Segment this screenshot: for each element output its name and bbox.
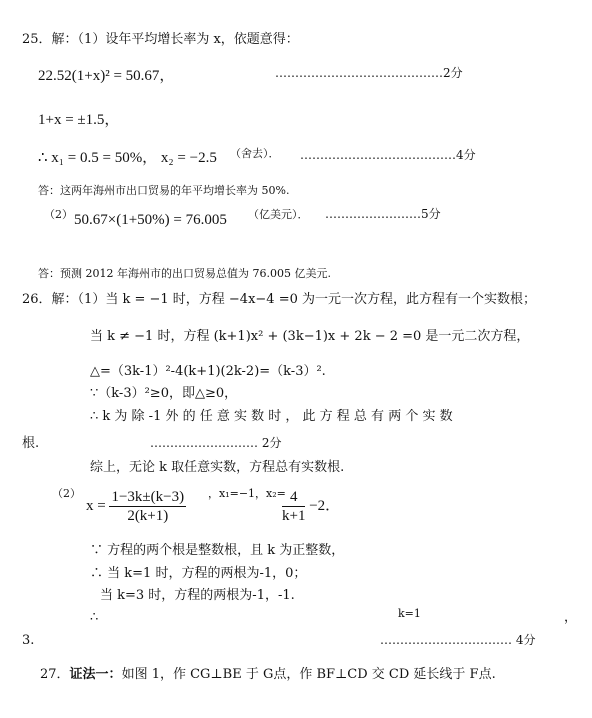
q26-part-2-label: （2）: [52, 487, 81, 500]
q26-heading: 26．解：（1）当 k = −1 时，方程 −4x−4 =0 为一元一次方程，此方程有一个实数根；: [22, 292, 536, 307]
root-2-tail: −2．: [309, 497, 341, 514]
q25-equation-4-note: （亿美元）．: [248, 208, 309, 221]
q25-equation-1: 22.52(1+x)² = 50.67，: [38, 68, 175, 84]
q26-line-7: 综上，无论 k 取任意实数，方程总有实数根.: [90, 460, 345, 475]
q25-equation-3: ∴ x₁ = 0.5 = 50%， x₂ = −2.5: [38, 150, 217, 166]
q27-label: 27．: [40, 667, 70, 682]
q26-line-12-comma: ，: [564, 610, 578, 625]
q25-equation-4: 50.67×(1+50%) = 76.005: [74, 212, 227, 228]
root-2-numerator: 4: [282, 488, 305, 507]
q26-line-6: 根.: [22, 436, 40, 451]
q26-line-9: ∵ 方程的两个根是整数根，且 k 为正整数，: [90, 543, 345, 558]
root-2-denominator: k+1: [282, 508, 306, 524]
root-fraction-denominator: 2(k+1): [127, 508, 169, 524]
root-fraction-numerator: 1−3k±(k−3): [111, 489, 185, 505]
q25-equation-2: 1+x = ±1.5，: [38, 112, 120, 128]
q25-equation-3-score: …………………………………4分: [300, 148, 476, 162]
q26-line-11: 当 k=3 时，方程的两根为-1，-1.: [100, 588, 295, 603]
q26-root-2: [282, 488, 340, 525]
q25-part-2-label: （2）: [44, 208, 73, 221]
x-equals: x =: [86, 497, 106, 514]
q25-heading: 25．解：（1）设年平均增长率为 x，依题意得：: [22, 32, 299, 47]
q26-root-formula: [86, 488, 186, 525]
q26-line-10: ∴ 当 k=1 时，方程的两根为-1，0；: [90, 566, 307, 581]
q26-roots-mid: ，x₁=−1，x₂=: [208, 487, 286, 500]
q26-line-12: ∴: [90, 610, 99, 625]
q25-equation-1-score: ……………………………………2分: [275, 66, 463, 80]
q26-line-4: ∵（k-3）²≥0，即△≥0，: [90, 386, 238, 401]
q27-method: 证法一：: [69, 667, 122, 682]
q27-text: 如图 1，作 CG⊥BE 于 G点，作 BF⊥CD 交 CD 延长线于 F点.: [121, 667, 496, 682]
q25-equation-4-score: ……………………5分: [325, 207, 441, 221]
q26-line-6-score: ……………………… 2分: [150, 436, 282, 450]
root-2-fraction: [282, 488, 305, 525]
q26-line-13-score: …………………………… 4分: [380, 633, 536, 647]
root-fraction: [109, 488, 186, 525]
q26-discriminant: △=（3k-1）²-4(k+1)(2k-2)=（k-3）².: [90, 364, 326, 379]
q26-line-12-k: k=1: [398, 607, 421, 620]
q25-answer-2: 答：预测 2012 年海州市的出口贸易总值为 76.005 亿美元.: [38, 267, 331, 280]
q26-line-5: ∴ k 为 除 -1 外 的 任 意 实 数 时 ， 此 方 程 总 有 两 个 实 数: [90, 409, 453, 424]
q26-line-2: 当 k ≠ −1 时，方程 (k+1)x² + (3k−1)x + 2k − 2 =0 是一元二次方程，: [90, 329, 530, 344]
q25-equation-3-note: （舍去）．: [230, 147, 280, 160]
q27-line: [40, 667, 496, 683]
q26-line-13: 3.: [22, 633, 35, 648]
q25-answer-1: 答：这两年海州市出口贸易的年平均增长率为 50%.: [38, 184, 290, 197]
